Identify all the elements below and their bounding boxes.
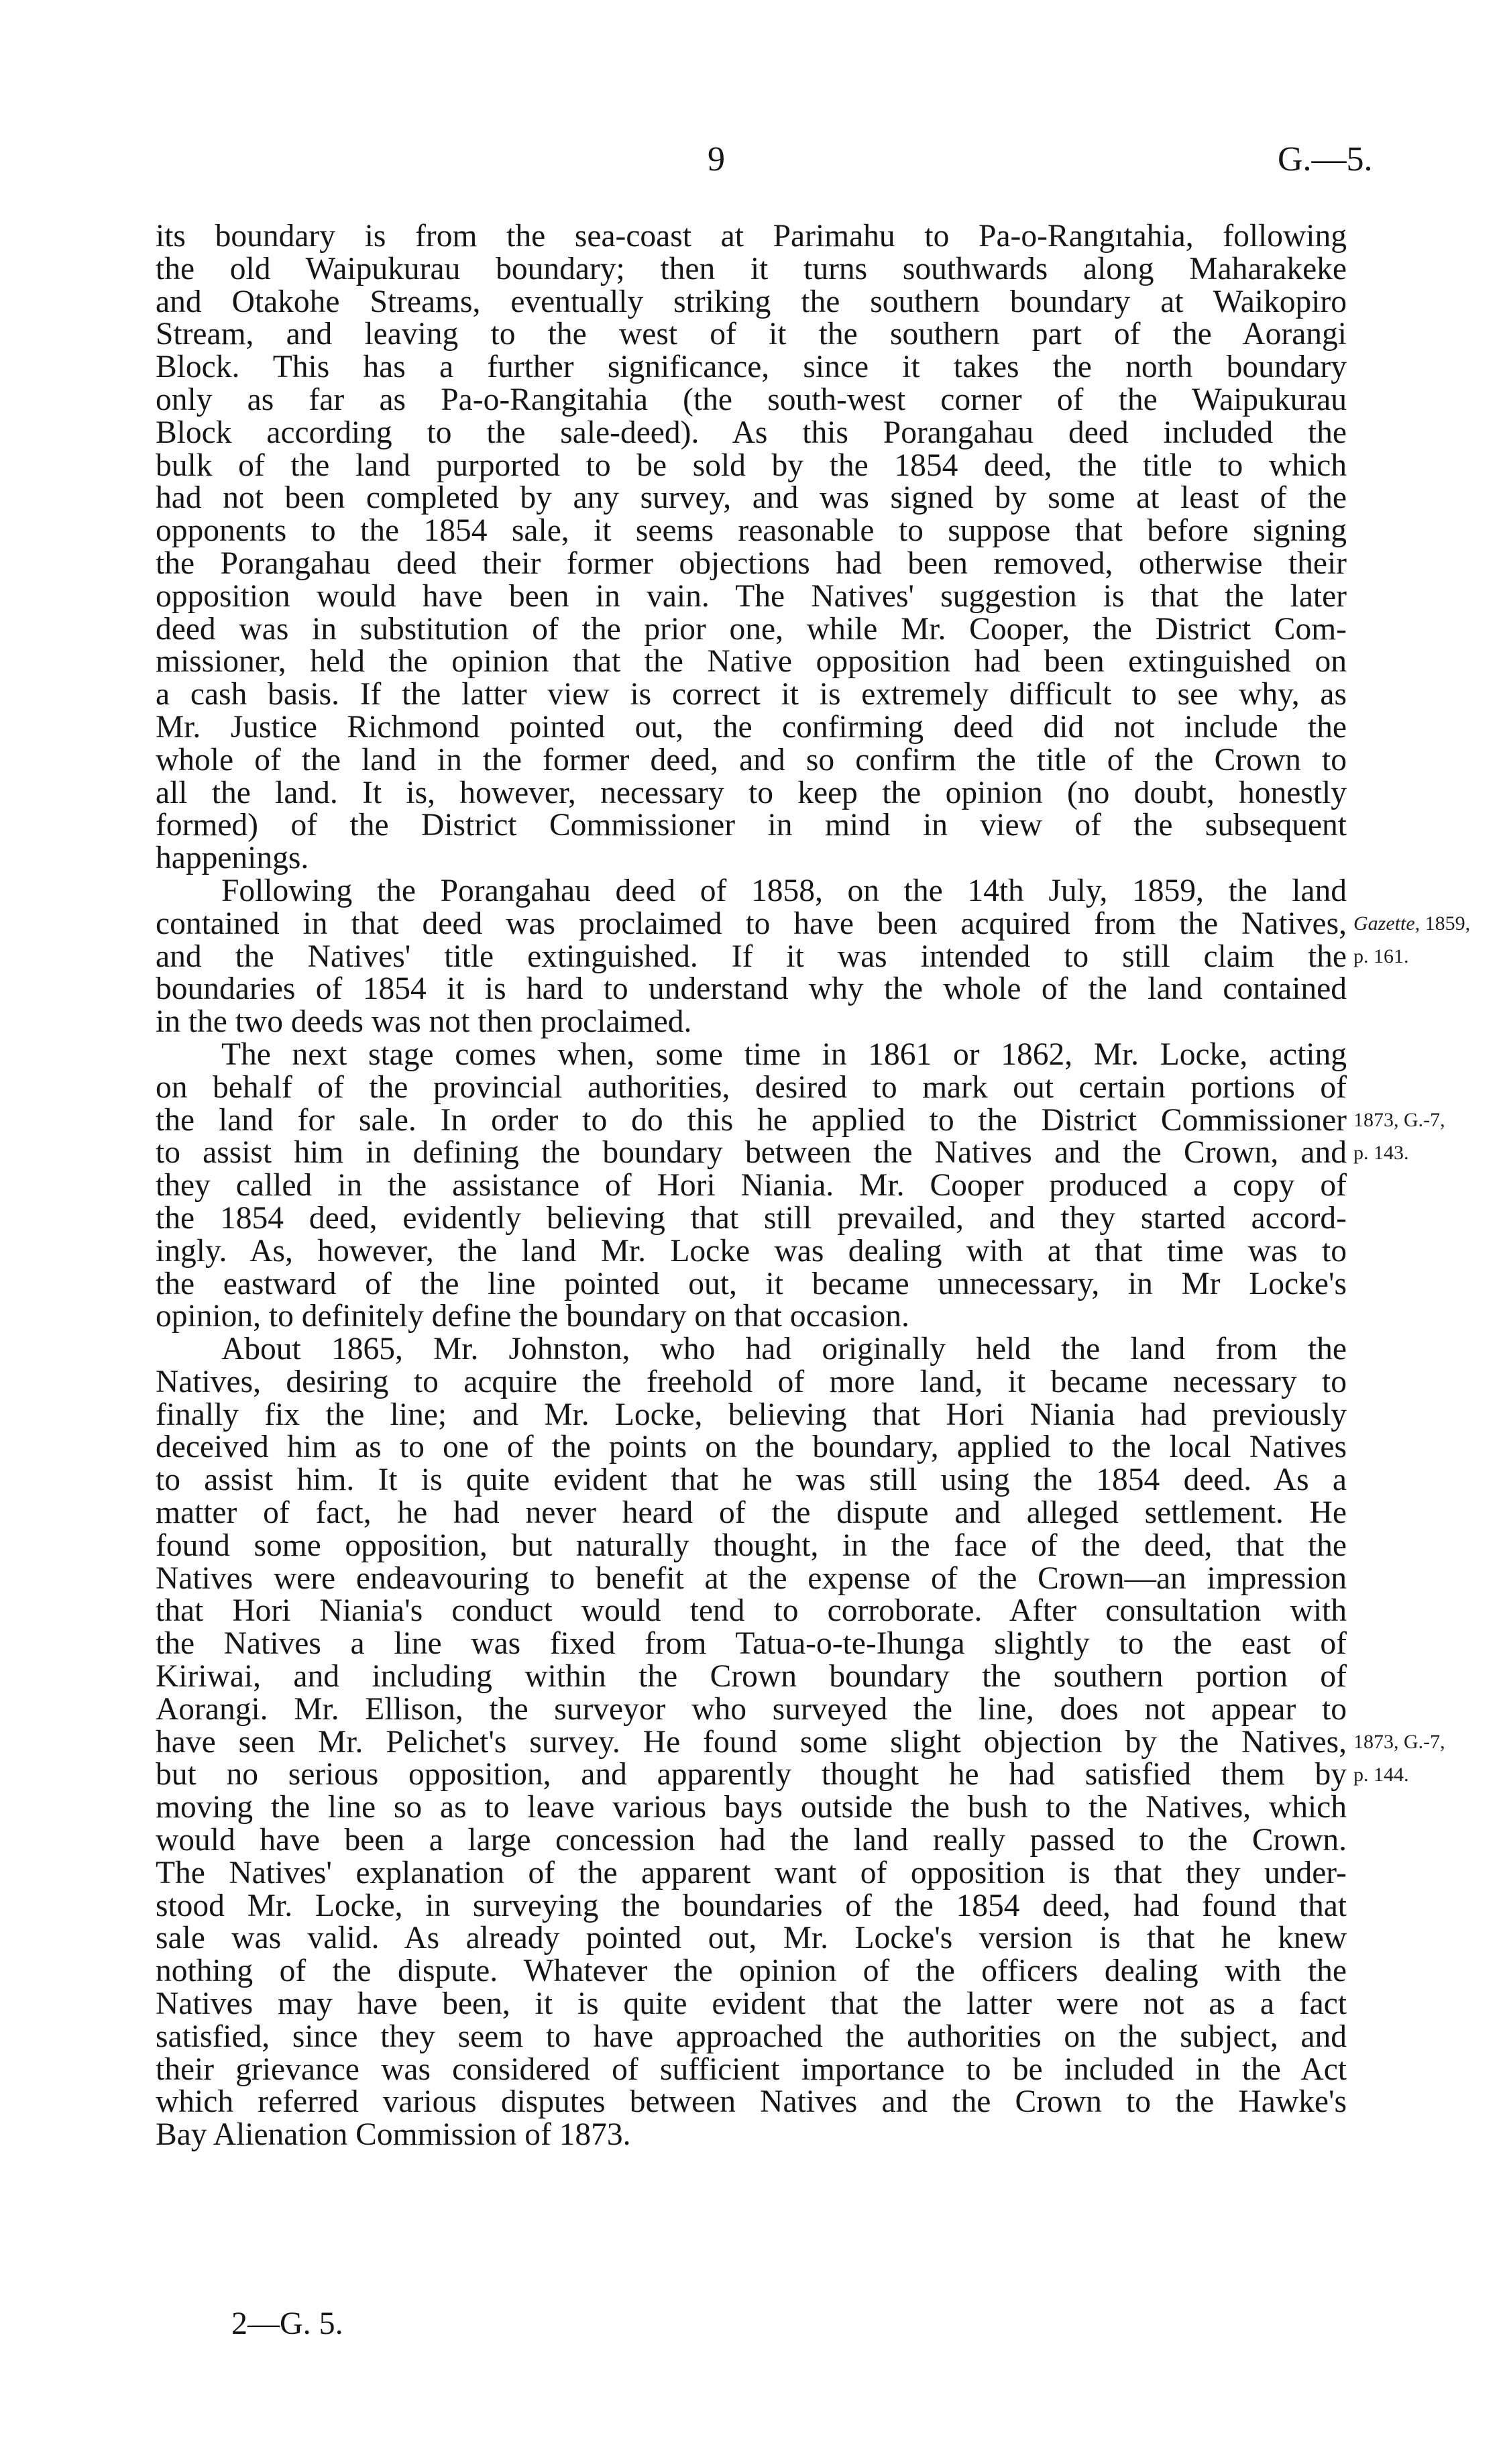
text-line: Mr. Justice Richmond pointed out, the confirming deed did not include the <box>156 709 1347 745</box>
text-line: The Natives' explanation of the apparent want of opposition is that they under- <box>156 1855 1347 1890</box>
margin-note-ref-1: 1873, G.-7, <box>1353 1109 1445 1131</box>
margin-note-gazette-year: 1859, <box>1425 912 1471 934</box>
text-line: the old Waipukurau boundary; then it turns southwards along Maharakeke <box>156 251 1347 286</box>
text-line: the 1854 deed, evidently believing that still prevailed, and they started accord- <box>156 1200 1347 1236</box>
text-line: their grievance was considered of sufficient importance to be included in the Act <box>156 2051 1347 2087</box>
text-line: on behalf of the provincial authorities, desired to mark out certain portions of <box>156 1069 1347 1105</box>
margin-note-gazette-title: Gazette, <box>1353 912 1420 934</box>
text-line: Natives were endeavouring to benefit at the expense of the Crown—an impression <box>156 1560 1347 1596</box>
text-line: satisfied, since they seem to have approached the authorities on the subject, and <box>156 2019 1347 2054</box>
text-line: boundaries of 1854 it is hard to understand why the whole of the land contained <box>156 971 1347 1007</box>
series-code: G.—5. <box>1278 140 1373 178</box>
text-line: Aorangi. Mr. Ellison, the surveyor who surveyed the line, does not appear to <box>156 1691 1347 1727</box>
text-line: a cash basis. If the latter view is correct it is extremely difficult to see why, as <box>156 677 1347 712</box>
text-line: opinion, to definitely define the boundary on that occasion. <box>156 1299 909 1334</box>
text-line: Natives may have been, it is quite evident that the latter were not as a fact <box>156 1986 1347 2022</box>
text-line: have seen Mr. Pelichet's survey. He found some slight objection by the Natives, <box>156 1724 1347 1760</box>
text-line: that Hori Niania's conduct would tend to corroborate. After consultation with <box>156 1593 1347 1629</box>
text-line: missioner, held the opinion that the Native opposition had been extinguished on <box>156 644 1347 680</box>
text-line: deed was in substitution of the prior one, while Mr. Cooper, the District Com- <box>156 611 1347 647</box>
text-line: which referred various disputes between Natives and the Crown to the Hawke's <box>156 2084 1347 2120</box>
text-line: would have been a large concession had the land really passed to the Crown. <box>156 1823 1347 1858</box>
margin-note-gazette-page: p. 161. <box>1353 945 1409 967</box>
text-line: whole of the land in the former deed, and so confirm the title of the Crown to <box>156 742 1347 778</box>
text-line: opponents to the 1854 sale, it seems reasonable to suppose that before signing <box>156 513 1347 549</box>
text-line: Bay Alienation Commission of 1873. <box>156 2117 631 2153</box>
text-line: formed) of the District Commissioner in mind in view of the subsequent <box>156 808 1347 843</box>
margin-note-ref-2: 1873, G.-7, <box>1353 1731 1445 1753</box>
text-line: and the Natives' title extinguished. If it was intended to still claim the <box>156 939 1347 974</box>
text-line: Natives, desiring to acquire the freehold of more land, it became necessary to <box>156 1364 1347 1399</box>
text-line: bulk of the land purported to be sold by the 1854 deed, the title to which <box>156 447 1347 483</box>
text-line: but no serious opposition, and apparently thought he had satisfied them by <box>156 1757 1347 1792</box>
text-line: to assist him. It is quite evident that he was still using the 1854 deed. As a <box>156 1462 1347 1498</box>
text-line: moving the line so as to leave various bays outside the bush to the Natives, which <box>156 1790 1347 1825</box>
text-line: contained in that deed was proclaimed to have been acquired from the Natives, <box>156 906 1347 941</box>
footer-signature: 2—G. 5. <box>231 2306 343 2341</box>
text-line: in the two deeds was not then proclaimed. <box>156 1004 692 1040</box>
text-line: they called in the assistance of Hori Niania. Mr. Cooper produced a copy of <box>156 1168 1347 1203</box>
text-line: the Natives a line was fixed from Tatua-o-te-Ihunga slightly to the east of <box>156 1626 1347 1662</box>
margin-note-gazette <box>1353 908 1470 941</box>
text-line: happenings. <box>156 841 309 876</box>
text-line: the land for sale. In order to do this he applied to the District Commissioner <box>156 1102 1347 1138</box>
text-line: Block according to the sale-deed). As this Porangahau deed included the <box>156 415 1347 450</box>
text-line: all the land. It is, however, necessary to keep the opinion (no doubt, honestly <box>156 775 1347 810</box>
text-line: only as far as Pa-o-Rangitahia (the south-west corner of the Waipukurau <box>156 382 1347 417</box>
text-line: found some opposition, but naturally thought, in the face of the deed, that the <box>156 1528 1347 1563</box>
text-line: Following the Porangahau deed of 1858, on the 14th July, 1859, the land <box>221 873 1347 908</box>
page-number: 9 <box>708 140 725 178</box>
text-line: ingly. As, however, the land Mr. Locke was dealing with at that time was to <box>156 1233 1347 1269</box>
margin-note-ref-1-page: p. 143. <box>1353 1142 1409 1164</box>
text-line: stood Mr. Locke, in surveying the boundaries of the 1854 deed, had found that <box>156 1888 1347 1923</box>
text-line: Block. This has a further significance, since it takes the north boundary <box>156 350 1347 385</box>
text-line: its boundary is from the sea-coast at Parimahu to Pa-o-Rangıtahia, following <box>156 219 1347 254</box>
body-text <box>156 220 1347 2151</box>
text-line: the eastward of the line pointed out, it became unnecessary, in Mr Locke's <box>156 1266 1347 1301</box>
text-line: About 1865, Mr. Johnston, who had originally held the land from the <box>221 1332 1347 1367</box>
text-line: nothing of the dispute. Whatever the opinion of the officers dealing with the <box>156 1953 1347 1989</box>
text-line: Stream, and leaving to the west of it the southern part of the Aorangi <box>156 317 1347 352</box>
margin-note-ref-2-page: p. 144. <box>1353 1764 1409 1786</box>
text-line: deceived him as to one of the points on the boundary, applied to the local Natives <box>156 1430 1347 1465</box>
text-line: the Porangahau deed their former objections had been removed, otherwise their <box>156 545 1347 581</box>
text-line: The next stage comes when, some time in 1861 or 1862, Mr. Locke, acting <box>221 1036 1347 1072</box>
text-line: sale was valid. As already pointed out, Mr. Locke's version is that he knew <box>156 1921 1347 1956</box>
text-line: had not been completed by any survey, and was signed by some at least of the <box>156 480 1347 516</box>
text-line: matter of fact, he had never heard of the dispute and alleged settlement. He <box>156 1495 1347 1531</box>
text-line: finally fix the line; and Mr. Locke, believing that Hori Niania had previously <box>156 1397 1347 1432</box>
text-line: to assist him in defining the boundary between the Natives and the Crown, and <box>156 1135 1347 1171</box>
text-line: opposition would have been in vain. The Natives' suggestion is that the later <box>156 578 1347 614</box>
text-line: and Otakohe Streams, eventually striking the southern boundary at Waikopiro <box>156 284 1347 319</box>
text-line: Kiriwai, and including within the Crown boundary the southern portion of <box>156 1659 1347 1695</box>
